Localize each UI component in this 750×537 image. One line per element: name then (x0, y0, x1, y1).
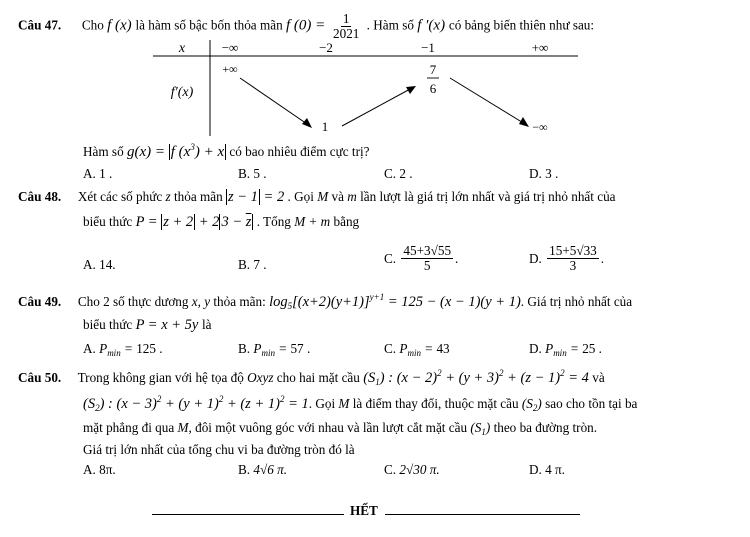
q47-f0: f (0) = (285, 17, 329, 34)
q49-option-d[interactable]: D. $P_{min} = 25$ . (529, 341, 602, 358)
q48-line2: biểu thức P = z + 2 + 2 $3 - \overline{z}$ . Tổng M + m bằng (83, 214, 360, 230)
table-valley: 1 (321, 119, 329, 134)
q50-line2: $(S_2)$ : $(x - 3)^2 + (y + 1)^2 + (z + 1)^2 = 1$. Gọi M là điểm thay đổi, thuộc mặt cầu $(S_2)$ sao cho tồn tại ba (83, 394, 638, 413)
q50-label: Câu 50. (18, 370, 62, 385)
footer-end-label: HẾT (350, 503, 378, 518)
q47-option-a[interactable]: A. 1 . (83, 166, 113, 181)
q47-stem-c: . Hàm số (366, 17, 414, 33)
q50-option-b[interactable]: B. 4√6 π. (238, 462, 288, 477)
table-row-label: f′(x) (170, 85, 194, 100)
table-bottom-right: −∞ (532, 120, 548, 134)
q50-option-c[interactable]: C. 2√30 π. (384, 462, 440, 477)
table-x-neg-1: −1 (421, 40, 435, 55)
q48-label: Câu 48. (18, 189, 62, 204)
variation-table (150, 38, 590, 138)
q48-line1: Câu 48. Xét các số phức z thỏa mãn z − 1 = 2 . Gọi M và m lần lượt là giá trị lớn nhất và giá trị nhỏ nhất của (18, 189, 616, 205)
table-peak-den: 6 (429, 81, 437, 96)
table-x-neg-2: −2 (319, 40, 333, 55)
q47-f0-fraction: $\frac{1}{2021}$ (333, 11, 360, 41)
q47-option-b[interactable]: B. 5 . (238, 166, 267, 181)
q50-option-a[interactable]: A. 8π. (83, 462, 116, 477)
q48-option-a[interactable]: A. 14. (83, 257, 116, 272)
q49-line2: biểu thức P = x + 5y là (83, 317, 212, 333)
q50-line3: mặt phẳng đi qua M, đôi một vuông góc với nhau và lần lượt cắt mặt cầu $(S_1)$ theo ba đường tròn. (83, 420, 598, 437)
q47-option-c[interactable]: C. 2 . (384, 166, 413, 181)
q49-option-c[interactable]: C. $P_{min} = 43$ (384, 341, 450, 358)
q47-stem-d: có bảng biến thiên như sau: (448, 17, 595, 33)
q50-line4: Giá trị lớn nhất của tổng chu vi ba đường tròn đó là (83, 442, 355, 457)
footer-line-left (152, 514, 344, 515)
q47-stem-a: Cho (81, 17, 104, 33)
q47-option-d[interactable]: D. 3 . (529, 166, 559, 181)
arrow-down-1 (240, 78, 310, 126)
arrow-up (342, 88, 412, 126)
footer-line-right (385, 514, 580, 515)
q48-option-b[interactable]: B. 7 . (238, 257, 267, 272)
q48-option-c[interactable]: C. $\frac{45+3√55}{5}$ . (384, 243, 459, 273)
q49-equation: $\log_5[(x+2)(y+1)]^{y+1} = 125 - (x - 1)(y + 1)$ (269, 292, 521, 311)
q47-label: Câu 47. (18, 17, 62, 33)
table-header-x: x (178, 41, 186, 56)
q48-optd-fraction: $\frac{15+5√33}{3}$ (549, 243, 597, 273)
table-x-pos-inf: +∞ (531, 40, 549, 55)
arrow-down-2 (450, 78, 525, 124)
q47-question: Hàm số g(x) = f $(x^3) + x$ có bao nhiêu điểm cực trị? (83, 142, 370, 160)
table-top-left: +∞ (222, 62, 238, 76)
q49-option-b[interactable]: B. $P_{min} = 57$ . (238, 341, 311, 358)
q49-label: Câu 49. (18, 294, 62, 309)
q47-line1 (18, 12, 594, 41)
q47-stem-b: là hàm số bậc bốn thỏa mãn (135, 17, 283, 33)
q47-fprime: f ′(x) (417, 17, 449, 34)
q48-option-d[interactable]: D. $\frac{15+5√33}{3}$ . (529, 243, 605, 273)
q49-line1: Câu 49. Cho 2 số thực dương x, y thỏa mãn: $\log_5[(x+2)(y+1)]^{y+1} = 125 - (x - 1)(y + 1)$. Giá trị nhỏ nhất của (18, 292, 633, 311)
q50-line1: Câu 50. Trong không gian với hệ tọa độ Oxyz cho hai mặt cầu $(S_1)$ : $(x - 2)^2 + (y + 3)^2 + (z - 1)^2 = 4$ và (18, 368, 605, 387)
q50-option-d[interactable]: D. 4 π. (529, 462, 565, 477)
q47-f-of-x: f (x) (107, 17, 136, 34)
q48-optc-fraction: $\frac{45+3√55}{5}$ (403, 243, 452, 273)
table-x-neg-inf: −∞ (221, 40, 239, 55)
table-peak-num: 7 (429, 62, 437, 77)
q49-option-a[interactable]: A. $P_{min} = 125$ . (83, 341, 163, 358)
